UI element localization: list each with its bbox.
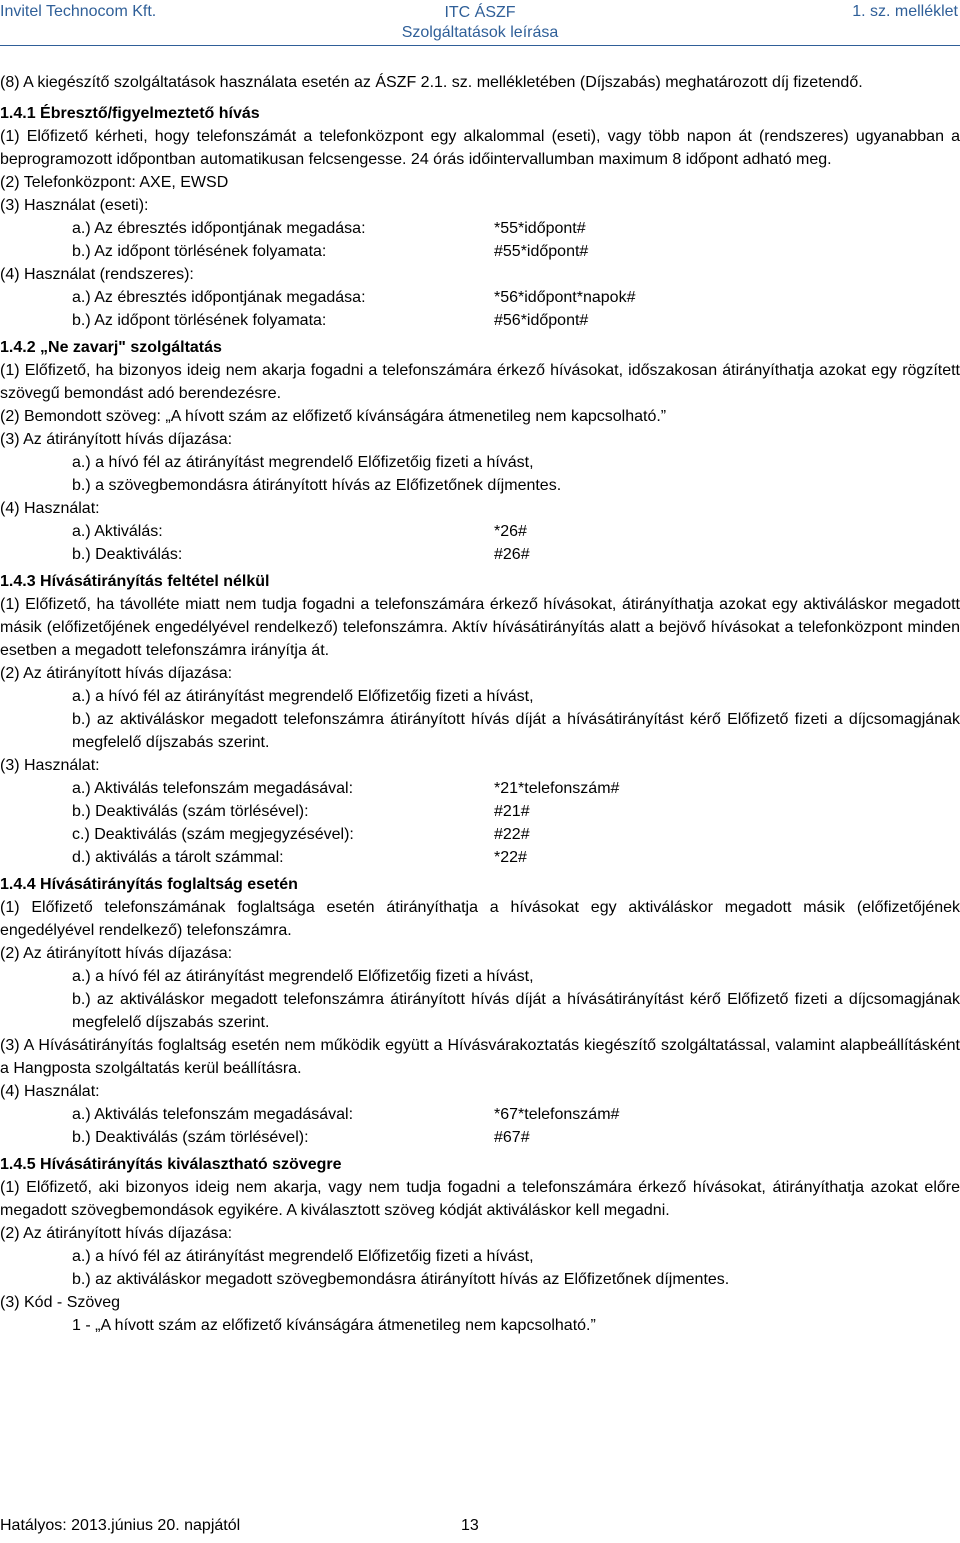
- footer-effective-date: Hatályos: 2013.június 20. napjától: [0, 1517, 241, 1534]
- code-value: #55*időpont#: [494, 243, 589, 260]
- code-label: b.) Deaktiválás (szám törlésével):: [72, 803, 309, 820]
- header-doc-line2: Szolgáltatások leírása: [401, 24, 559, 41]
- code-row: [0, 777, 960, 800]
- code-row: [0, 240, 960, 263]
- code-value: *67*telefonszám#: [494, 1106, 620, 1123]
- code-row: [0, 543, 960, 566]
- code-value: *22#: [494, 849, 527, 866]
- code-row: [0, 1103, 960, 1126]
- code-value: #21#: [494, 803, 530, 820]
- section-1-4-4-title: 1.4.4 Hívásátirányítás foglaltság esetén: [0, 876, 298, 893]
- code-row: [0, 286, 960, 309]
- s2-paragraph-1: (1) Előfizető, ha bizonyos ideig nem akarja fogadni a telefonszámára érkező hívásokat, időszakosan átirányíthatja azokat egy rögzített szövegű bemondást adó berendezésre.: [0, 362, 960, 402]
- code-label: a.) Aktiválás:: [72, 523, 163, 540]
- footer-page-number: 13: [461, 1517, 479, 1534]
- s4-item-b: b.) az aktiváláskor megadott telefonszámra átirányított hívás díját a hívásátirányítást kérő Előfizető fizeti a díjcsomagjának megfelelő díjszabás szerint.: [72, 991, 960, 1031]
- code-value: *56*időpont*napok#: [494, 289, 636, 306]
- s5-item-b: b.) az aktiváláskor megadott szövegbemondásra átirányított hívás az Előfizetőnek díjmentes.: [72, 1271, 730, 1288]
- header-company: Invitel Technocom Kft.: [0, 3, 157, 20]
- code-label: a.) Aktiválás telefonszám megadásával:: [72, 1106, 354, 1123]
- code-row: [0, 846, 960, 869]
- code-row: [0, 1126, 960, 1149]
- s3-paragraph-3: (3) Használat:: [0, 757, 100, 774]
- code-value: *26#: [494, 523, 527, 540]
- header-divider: [0, 45, 960, 46]
- s4-paragraph-3: (3) A Hívásátirányítás foglaltság esetén nem működik együtt a Hívásvárakoztatás kiegészítő szolgáltatással, valamint alapbeállításként a Hangposta szolgáltatás kerül beállításra.: [0, 1037, 960, 1077]
- s2-item-a: a.) a hívó fél az átirányítást megrendelő Előfizetőig fizeti a hívást,: [72, 454, 534, 471]
- code-value: #67#: [494, 1129, 530, 1146]
- page-header: [0, 3, 960, 43]
- s1-paragraph-4: (4) Használat (rendszeres):: [0, 266, 194, 283]
- s1-paragraph-2: (2) Telefonközpont: AXE, EWSD: [0, 174, 229, 191]
- s3-item-b: b.) az aktiváláskor megadott telefonszámra átirányított hívás díját a hívásátirányítást kérő Előfizető fizeti a díjcsomagjának megfelelő díjszabás szerint.: [72, 711, 960, 751]
- code-value: *21*telefonszám#: [494, 780, 620, 797]
- s4-paragraph-4: (4) Használat:: [0, 1083, 100, 1100]
- header-document-title: [0, 3, 960, 43]
- s2-paragraph-3: (3) Az átirányított hívás díjazása:: [0, 431, 233, 448]
- s4-paragraph-2: (2) Az átirányított hívás díjazása:: [0, 945, 233, 962]
- code-row: [0, 800, 960, 823]
- code-value: #26#: [494, 546, 530, 563]
- code-label: b.) Deaktiválás (szám törlésével):: [72, 1129, 309, 1146]
- s5-paragraph-2: (2) Az átirányított hívás díjazása:: [0, 1225, 233, 1242]
- s4-item-a: a.) a hívó fél az átirányítást megrendelő Előfizetőig fizeti a hívást,: [72, 968, 534, 985]
- code-label: a.) Aktiválás telefonszám megadásával:: [72, 780, 354, 797]
- s2-item-b: b.) a szövegbemondásra átirányított hívás az Előfizetőnek díjmentes.: [72, 477, 562, 494]
- s3-item-a: a.) a hívó fél az átirányítást megrendelő Előfizetőig fizeti a hívást,: [72, 688, 534, 705]
- document-body: [0, 71, 960, 1337]
- s2-paragraph-4: (4) Használat:: [0, 500, 100, 517]
- code-value: #56*időpont#: [494, 312, 589, 329]
- code-label: a.) Az ébresztés időpontjának megadása:: [72, 289, 366, 306]
- code-label: b.) Az időpont törlésének folyamata:: [72, 312, 327, 329]
- code-label: b.) Az időpont törlésének folyamata:: [72, 243, 327, 260]
- s3-paragraph-2: (2) Az átirányított hívás díjazása:: [0, 665, 233, 682]
- code-value: #22#: [494, 826, 530, 843]
- section-1-4-5-title: 1.4.5 Hívásátirányítás kiválasztható szövegre: [0, 1156, 342, 1173]
- s2-paragraph-2: (2) Bemondott szöveg: „A hívott szám az előfizető kívánságára átmenetileg nem kapcsolható.”: [0, 408, 667, 425]
- s1-paragraph-3: (3) Használat (eseti):: [0, 197, 149, 214]
- code-label: d.) aktiválás a tárolt számmal:: [72, 849, 284, 866]
- s5-paragraph-3: (3) Kód - Szöveg: [0, 1294, 121, 1311]
- code-label: c.) Deaktiválás (szám megjegyzésével):: [72, 826, 354, 843]
- s4-paragraph-1: (1) Előfizető telefonszámának foglaltsága esetén átirányíthatja a hívásokat egy aktiváláskor megadott másik (előfizetőjének engedélyével rendelkező) telefonszámra.: [0, 899, 960, 939]
- section-1-4-2-title: 1.4.2 „Ne zavarj" szolgáltatás: [0, 339, 222, 356]
- code-label: b.) Deaktiválás:: [72, 546, 183, 563]
- intro-paragraph: (8) A kiegészítő szolgáltatások használata esetén az ÁSZF 2.1. sz. mellékletében (Díjszabás) meghatározott díj fizetendő.: [0, 74, 863, 91]
- header-doc-line1: ITC ÁSZF: [444, 4, 516, 21]
- code-row: [0, 520, 960, 543]
- s5-item-a: a.) a hívó fél az átirányítást megrendelő Előfizetőig fizeti a hívást,: [72, 1248, 534, 1265]
- s5-code-text: 1 - „A hívott szám az előfizető kívánságára átmenetileg nem kapcsolható.”: [72, 1317, 596, 1334]
- s1-paragraph-1: (1) Előfizető kérheti, hogy telefonszámát a telefonközpont egy alkalommal (eseti), vagy több napon át (rendszeres) ugyanabban a beprogramozott időpontban automatikusan felcsengesse. 24 órás időintervallumban maximum 8 időpont adható meg.: [0, 128, 960, 168]
- section-1-4-3-title: 1.4.3 Hívásátirányítás feltétel nélkül: [0, 573, 270, 590]
- code-row: [0, 823, 960, 846]
- section-1-4-1-title: 1.4.1 Ébresztő/figyelmeztető hívás: [0, 105, 260, 122]
- code-value: *55*időpont#: [494, 220, 586, 237]
- s5-paragraph-1: (1) Előfizető, aki bizonyos ideig nem akarja, vagy nem tudja fogadni a telefonszámára érkező hívásokat, átirányíthatja azokat előre megadott szövegbemondások egyikére. A kiválasztott szöveg kódját aktiváláskor kell megadni.: [0, 1179, 960, 1219]
- header-annex: 1. sz. melléklet: [852, 3, 958, 20]
- code-row: [0, 309, 960, 332]
- code-label: a.) Az ébresztés időpontjának megadása:: [72, 220, 366, 237]
- s3-paragraph-1: (1) Előfizető, ha távolléte miatt nem tudja fogadni a telefonszámára érkező hívásokat, átirányíthatja azokat egy aktiváláskor megadott másik (előfizetőjének engedélyével rendelkező) telefonszámra. Aktív hívásátirányítás alatt a bejövő hívásokat a telefonközpont minden esetben a megadott telefonszámra irányítja át.: [0, 596, 960, 659]
- code-row: [0, 217, 960, 240]
